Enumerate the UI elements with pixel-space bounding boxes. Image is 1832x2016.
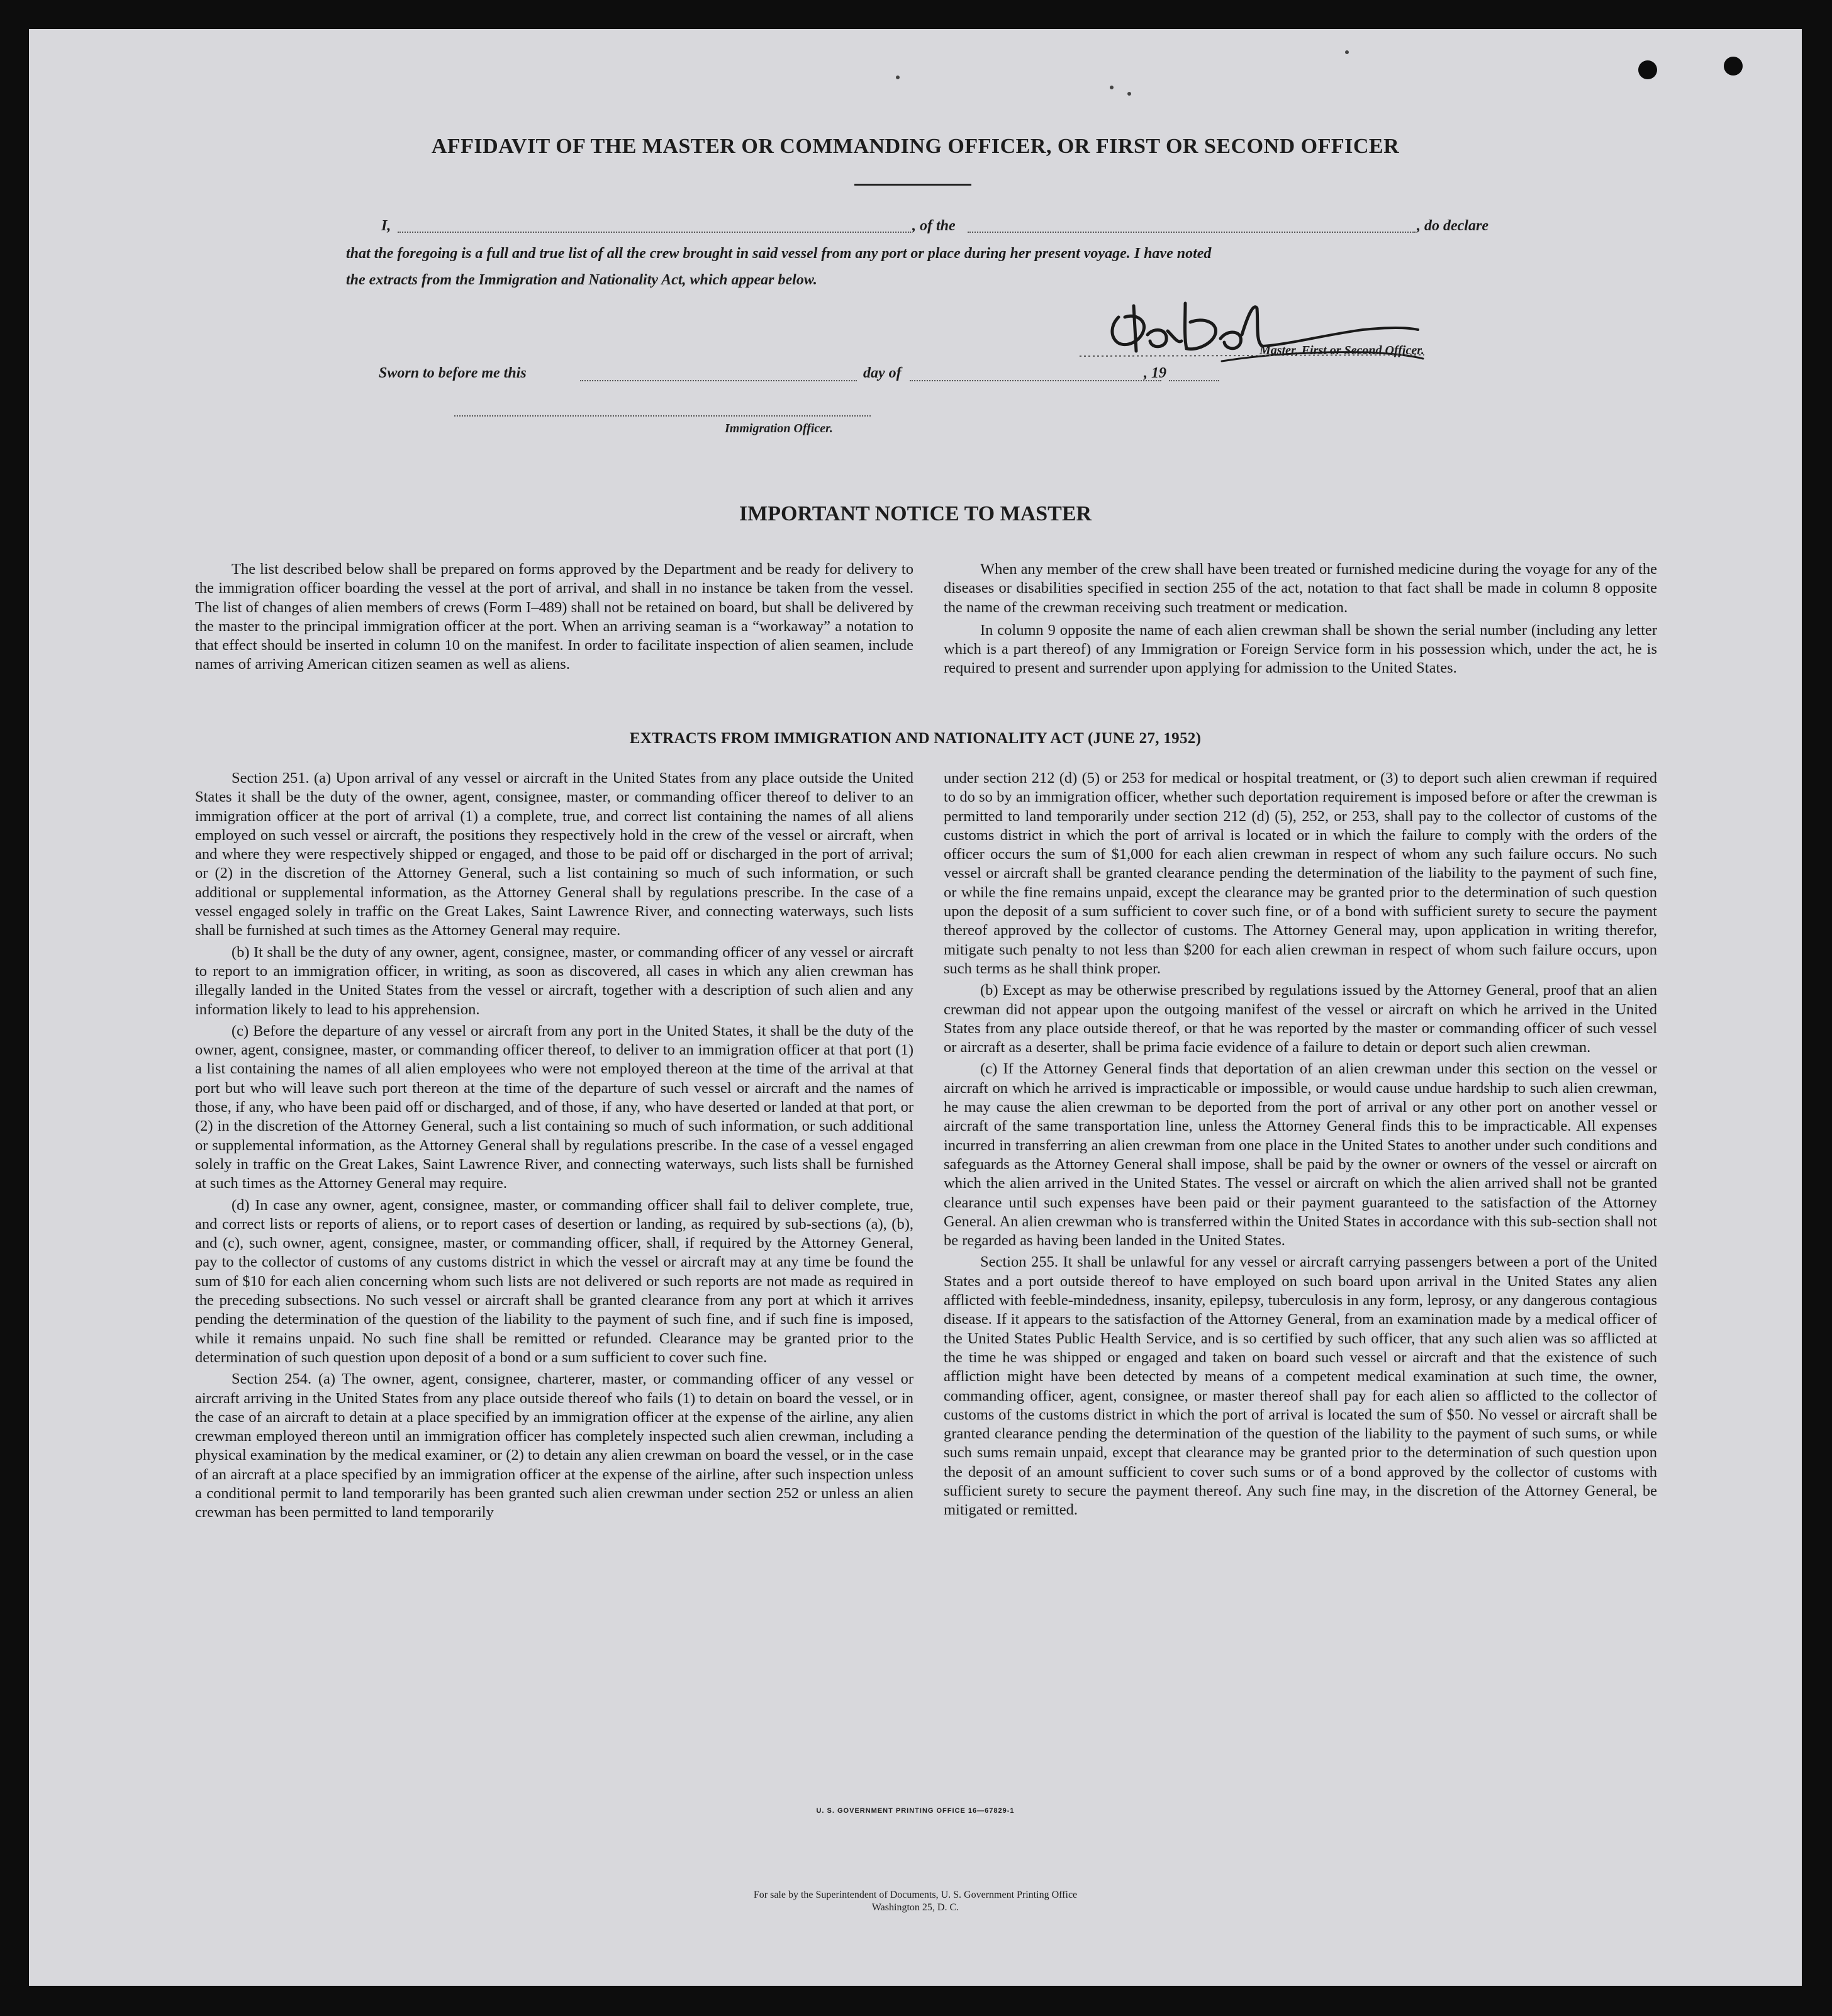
extract-paragraph: (d) In case any owner, agent, consignee, master, or commanding officer shall fail to deliver complete, true, and correct lists or reports of aliens, or to report cases of desertion or landing, as required by sub-sections (a), (b), and (c), such owner, agent, consignee, master, or commanding officer, shall, if required by the Attorney General, pay to the collector of customs of any customs district in which the vessel or aircraft may at any time be found the sum of $10 for each alien concerning whom such lists are not delivered or such reports are not made as required in the preceding subsections. No such vessel or aircraft shall be granted clearance from any port at which it arrives pending the determination of the question of the liability to the payment of such fine, and if such fine is imposed, while it remains unpaid. No such fine shall be remitted or refunded. Clearance may be granted prior to the determination of such question upon deposit of a bond or a sum sufficient to cover such fine. [195, 1196, 913, 1366]
vessel-name-field[interactable] [968, 232, 1416, 233]
extracts-right-column [944, 769, 1657, 1523]
sworn-month-field[interactable] [910, 380, 1161, 381]
extracts-left-column [195, 769, 913, 1525]
extract-paragraph: (b) Except as may be otherwise prescribed by regulations issued by the Attorney General, proof that an alien crewman did not appear upon the outgoing manifest of the vessel or aircraft on which he arrived in the United States from any place outside thereof, or that he was reported by the master or commanding officer of such vessel or aircraft as a deserter, shall be prima facie evidence of a failure to detain or deport such alien crewman. [944, 982, 1657, 1056]
sale-line: For sale by the Superintendent of Documents, U. S. Government Printing Office [753, 1890, 1078, 1900]
affidavit-i-label: I, [381, 218, 391, 234]
day-of-label: day of [863, 365, 902, 381]
immigration-officer-caption: Immigration Officer. [725, 422, 833, 435]
notice-right-column [944, 560, 1657, 681]
affidavit-statement-line: that the foregoing is a full and true list of all the crew brought in said vessel from any port or place during her present voyage. I have noted [346, 245, 1212, 262]
speck [1110, 86, 1114, 89]
immigration-officer-signature-field[interactable] [454, 415, 871, 417]
speck [1345, 50, 1349, 54]
notice-title: IMPORTANT NOTICE TO MASTER [739, 502, 1092, 525]
speck [1127, 92, 1131, 96]
notice-paragraph: In column 9 opposite the name of each alien crewman shall be shown the serial number (including any letter which is a part thereof) of any Immigration or Foreign Service form in his possession which, under the act, he is required to present and surrender upon applying for admission to the United States. [944, 621, 1657, 677]
extract-paragraph: (c) Before the departure of any vessel or aircraft from any port in the United States, it shall be the duty of the owner, agent, consignee, master, or commanding officer thereof, to deliver to an immigration officer at that port (1) a list containing the names of all alien employees who were not employed thereon at the time of the arrival at that port but who will leave such port thereon at the time of the departure of such vessel or aircraft and the names of those, if any, who have been paid off or discharged, and of those, if any, who have deserted or landed at that port, or (2) in the discretion of the Attorney General, such a list containing so much of such information, or such additional or supplemental information, as the Attorney General shall by regulations prescribe. In the case of a vessel engaged solely in traffic on the Great Lakes, Saint Lawrence River, and connecting waterways, such lists shall be furnished at such times as the Attorney General may require. [195, 1022, 913, 1192]
extract-paragraph: Section 255. It shall be unlawful for any vessel or aircraft carrying passengers between a port of the United States and a port outside thereof to have employed on such board upon arrival in the United States any alien afflicted with feeble-mindedness, insanity, epilepsy, tuberculosis in any form, leprosy, or any dangerous contagious disease. If it appears to the satisfaction of the Attorney General, from an examination made by a medical officer of the United States Public Health Service, and is so certified by such officer, that any such alien was so afflicted at the time he was shipped or engaged and taken on board such vessel or aircraft and that the existence of such affliction might have been detected by means of a competent medical examination at such time, the owner, commanding officer, agent, consignee, or master thereof shall pay for each alien so afflicted to the collector of customs of the customs district in which the port of arrival is located the sum of $50. No vessel or aircraft shall be granted clearance pending the determination of the question of the liability to the payment of such sums, or while such sums remain unpaid, except that clearance may be granted prior to the determination of such question upon the deposit of an amount sufficient to cover such sums or of a bond approved by the collector of customs with sufficient surety to secure the payment thereof. Any such fine may, in the discretion of the Attorney General, be mitigated or remitted. [944, 1253, 1657, 1519]
affiant-name-field[interactable] [398, 232, 911, 233]
sworn-year-field[interactable] [1169, 380, 1219, 381]
extract-paragraph: Section 254. (a) The owner, agent, consignee, charterer, master, or commanding officer of any vessel or aircraft arriving in the United States from any place outside thereof who fails (1) to detain on board the vessel, or in the case of an aircraft to detain at a place specified by an immigration officer at the expense of the airline, any alien crewman employed thereon until an immigration officer has completely inspected such alien crewman, including a physical examination by the medical examiner, or (2) to detain any alien crewman on board the vessel, or in the case of an aircraft at a place specified by an immigration officer at the expense of the airline, after such inspection unless a conditional permit to land temporarily has been granted such alien crewman under section 252 or unless an alien crewman has been permitted to land temporarily [195, 1370, 913, 1521]
notice-left-column [195, 560, 913, 677]
sale-notice [29, 1889, 1802, 1914]
handwritten-signature [1073, 281, 1426, 375]
sworn-day-field[interactable] [580, 380, 857, 381]
sworn-label: Sworn to before me this [379, 365, 527, 381]
extract-paragraph: (c) If the Attorney General finds that deportation of an alien crewman under this section on the vessel or aircraft on which he arrived is impracticable or impossible, or would cause undue hardship to such alien crewman, he may cause the alien crewman to be deported from the port of arrival or any other port on another vessel or aircraft of the same transportation line, unless the Attorney General finds this to be impracticable. All expenses incurred in transferring an alien crewman from one place in the United States to another under such conditions and safeguards as the Attorney General shall impose, shall be paid by the owner or owners of the vessel or aircraft on which the alien arrived in the United States. The vessel or aircraft on which the alien arrived shall not be granted clearance until such expenses have been paid or their payment guaranteed to the satisfaction of the Attorney General. An alien crewman who is transferred within the United States in accordance with this sub-section shall not be regarded as having been landed in the United States. [944, 1060, 1657, 1250]
notice-paragraph: When any member of the crew shall have been treated or furnished medicine during the voyage for any of the diseases or disabilities specified in section 255 of the act, notation to that fact shall be made in column 8 opposite the name of the crewman receiving such treatment or medication. [944, 561, 1657, 616]
extract-paragraph: Section 251. (a) Upon arrival of any vessel or aircraft in the United States from any place outside the United States it shall be the duty of the owner, agent, consignee, master, or commanding officer thereof to deliver to an immigration officer at the port of arrival (1) a complete, true, and correct list containing the names of all aliens employed on such vessel or aircraft, the positions they respectively hold in the crew of the vessel or aircraft, when and where they were respectively shipped or engaged, and those to be paid off or discharged in the port of arrival; or (2) in the discretion of the Attorney General, such a list containing so much of such information, or such additional or supplemental information, as the Attorney General shall by regulations prescribe. In the case of a vessel engaged solely in traffic on the Great Lakes, Saint Lawrence River, and connecting waterways, such lists shall be furnished at such times as the Attorney General may require. [195, 770, 913, 939]
master-officer-caption: Master, First or Second Officer. [1260, 344, 1424, 357]
extracts-title: EXTRACTS FROM IMMIGRATION AND NATIONALITY ACT (JUNE 27, 1952) [629, 730, 1202, 747]
sale-line: Washington 25, D. C. [871, 1902, 959, 1913]
affidavit-title: AFFIDAVIT OF THE MASTER OR COMMANDING OFFICER, OR FIRST OR SECOND OFFICER [431, 135, 1400, 158]
affidavit-declare-label: , do declare [1417, 218, 1488, 234]
year-label: , 19 [1144, 365, 1166, 381]
notice-paragraph: The list described below shall be prepared on forms approved by the Department and be ready for delivery to the immigration officer boarding the vessel at the port of arrival, and shall in no instance be taken from the vessel. The list of changes of alien members of crews (Form I–489) shall not be retained on board, but shall be delivered by the master to the principal immigration officer at the port. When an arriving seaman is a “workaway” a notation to that effect should be inserted in column 10 on the manifest. In order to facilitate inspection of alien seamen, include names of arriving American citizen seamen as well as aliens. [195, 561, 913, 673]
speck [896, 76, 900, 79]
gpo-imprint: U. S. GOVERNMENT PRINTING OFFICE 16—67829-1 [816, 1807, 1015, 1815]
extract-paragraph: under section 212 (d) (5) or 253 for medical or hospital treatment, or (3) to deport such alien crewman if required to do so by an immigration officer, whether such deportation requirement is imposed before or after the crewman is permitted to land temporarily under section 212 (d) (5), 252, or 253, shall pay to the collector of customs of the customs district in which the port of arrival is located or in which the failure to comply with the orders of the officer occurs the sum of $1,000 for each alien crewman in respect of whom any such failure occurs. No such vessel or aircraft shall be granted clearance pending the determination of the liability to the payment of such fine, or while the fine remains unpaid, except the clearance may be granted prior to the determination of such question upon the deposit of a sum sufficient to cover such fine, or of a bond with sufficient surety to secure the payment thereof approved by the collector of customs. The Attorney General may, upon application in writing therefor, mitigate such penalty to not less than $200 for each alien crewman in respect of whom such failure occurs, upon such terms as he shall think proper. [944, 770, 1657, 977]
form-page [29, 29, 1802, 1986]
punch-hole-left [1638, 60, 1657, 79]
affidavit-of-the-label: , of the [912, 218, 956, 234]
title-rule [854, 184, 971, 186]
extract-paragraph: (b) It shall be the duty of any owner, agent, consignee, master, or commanding officer of any vessel or aircraft to report to an immigration officer, in writing, as soon as discovered, all cases in which any alien crewman has illegally landed in the United States from the vessel or aircraft, together with a description of such alien and any information likely to lead to his apprehension. [195, 943, 913, 1018]
punch-hole-right [1724, 57, 1743, 76]
affidavit-statement-line: the extracts from the Immigration and Nationality Act, which appear below. [346, 272, 817, 288]
